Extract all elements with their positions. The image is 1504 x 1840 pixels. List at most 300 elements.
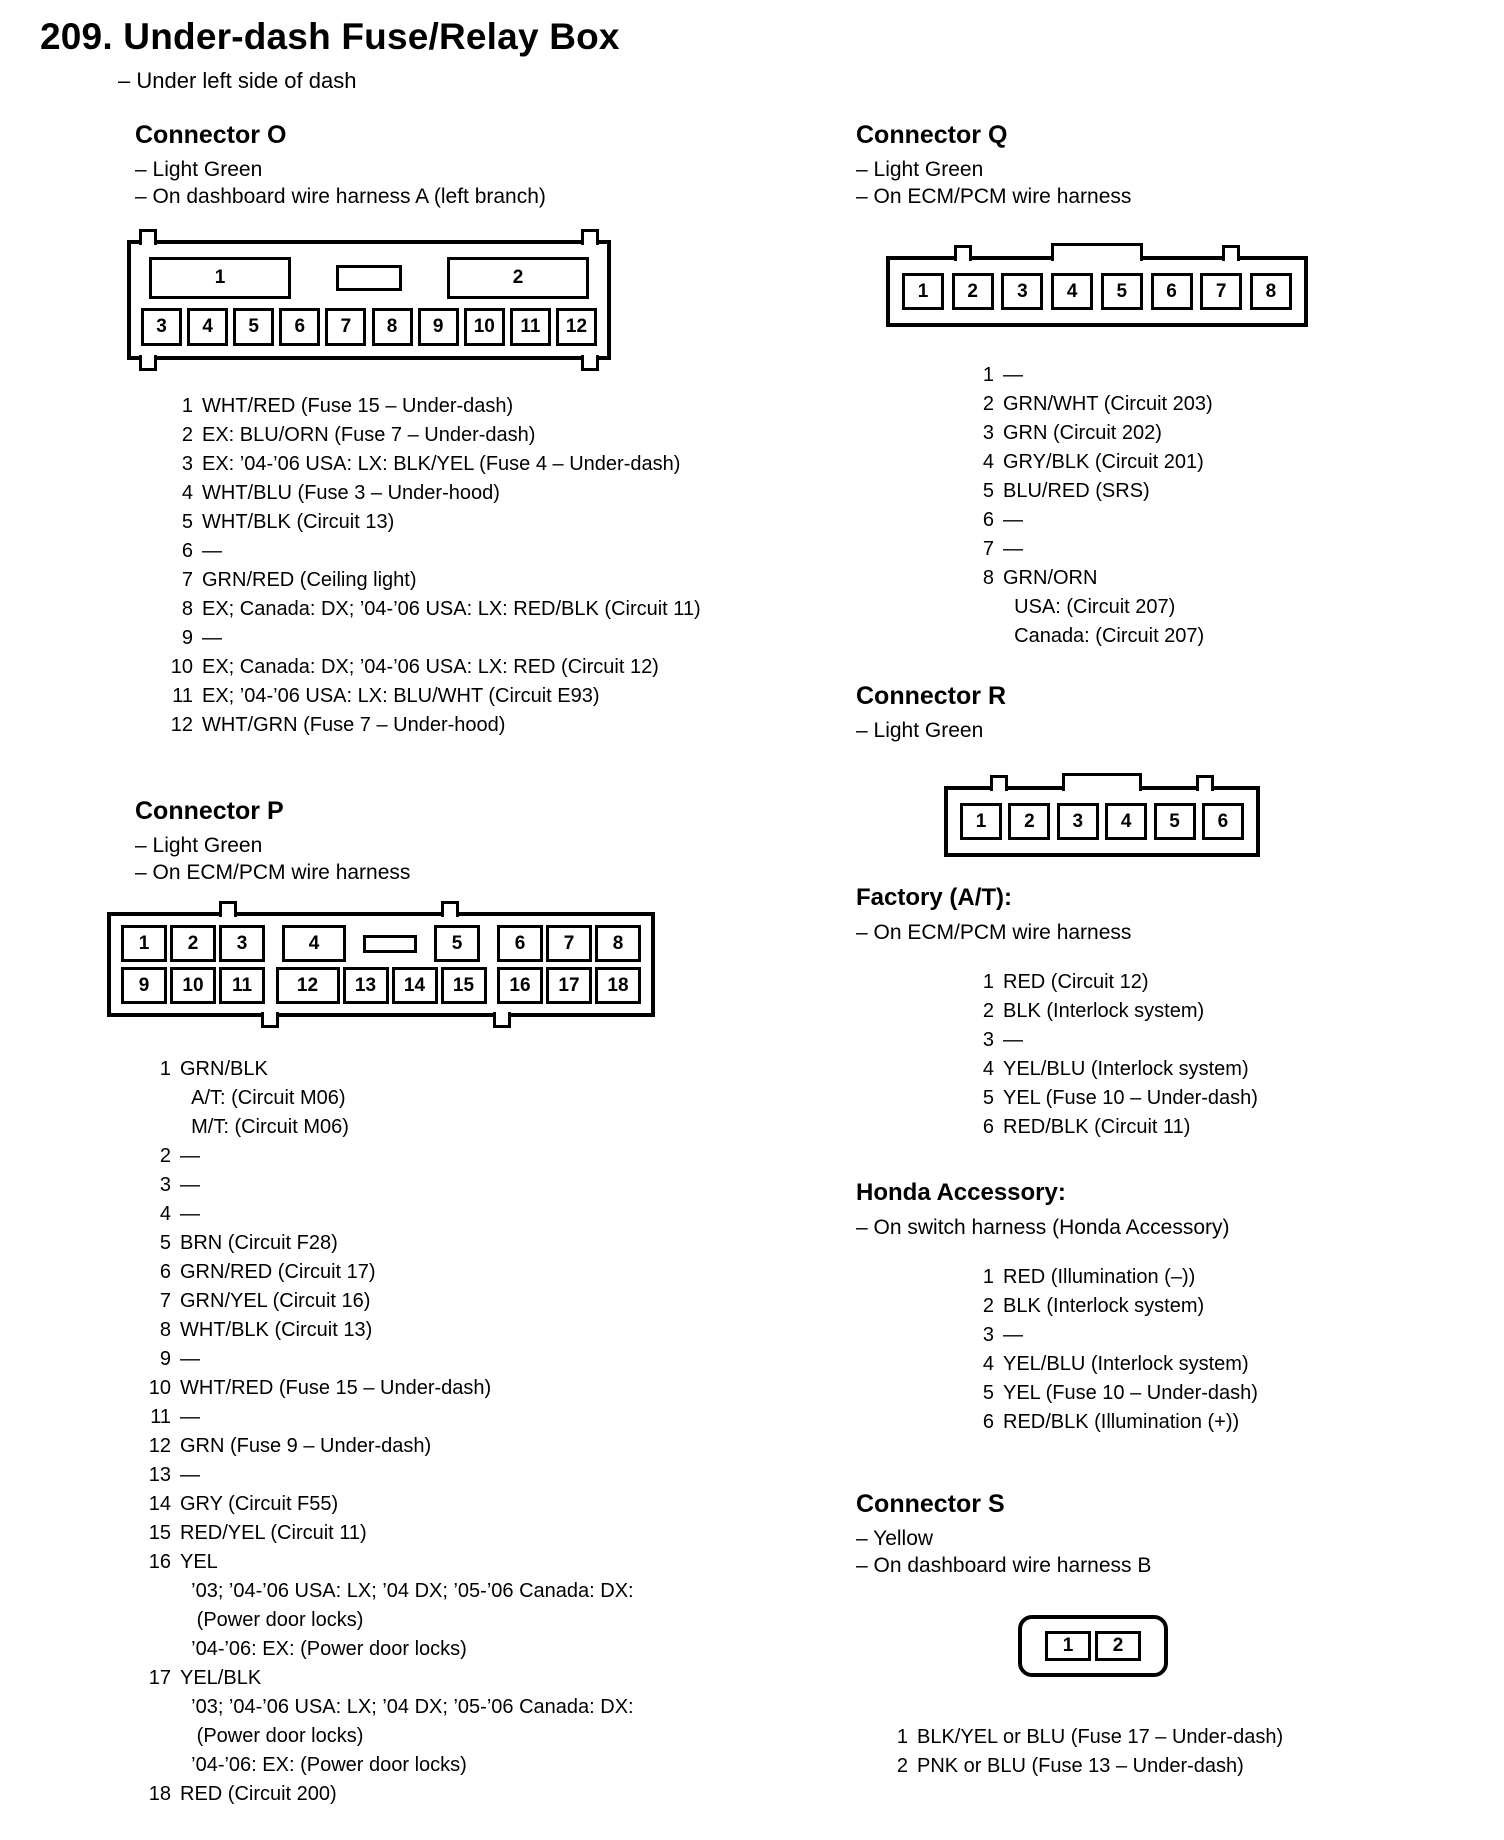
pin-row: [964, 1321, 1466, 1350]
pin-number: 4: [181, 482, 193, 504]
pin-text: ’03; ’04-’06 USA: LX; ’04 DX; ’05-’06 Canada: DX:: [180, 1580, 634, 1602]
connector-q-note-harness: – On ECM/PCM wire harness: [856, 185, 1132, 208]
pin-row: [141, 1635, 805, 1664]
pin-number: 8: [181, 598, 193, 620]
pin-text: —: [180, 1145, 200, 1167]
pin-row: [964, 564, 1466, 593]
pin-cavity: 5: [434, 925, 480, 962]
pin-text: RED/BLK (Circuit 11): [1003, 1116, 1191, 1138]
connector-tab: [990, 775, 1008, 791]
pin-cavity: 14: [392, 967, 438, 1004]
pin-cavity: 7: [325, 308, 366, 346]
connector-p-note-color: – Light Green: [135, 834, 263, 857]
pin-text: YEL (Fuse 10 – Under-dash): [1003, 1087, 1258, 1109]
pin-number: 4: [159, 1203, 171, 1225]
pin-number: 14: [148, 1493, 171, 1515]
pin-row: [964, 361, 1466, 390]
pin-number: 18: [148, 1783, 171, 1805]
pin-row: [163, 450, 805, 479]
pin-number: 10: [170, 656, 193, 678]
pin-number: 5: [181, 511, 193, 533]
pin-text: BLK/YEL or BLU (Fuse 17 – Under-dash): [917, 1726, 1284, 1748]
connector-q-heading: Connector Q: [856, 121, 1008, 149]
pin-text: YEL/BLU (Interlock system): [1003, 1058, 1249, 1080]
pin-text: —: [1003, 1029, 1023, 1051]
pin-row: [964, 1026, 1466, 1055]
pin-text: —: [1003, 538, 1023, 560]
connector-s-note-harness: – On dashboard wire harness B: [856, 1554, 1152, 1577]
pin-row: [163, 392, 805, 421]
page-subtitle: – Under left side of dash: [118, 68, 357, 93]
pin-text: EX; ’04-’06 USA: LX: BLU/WHT (Circuit E93): [202, 685, 600, 707]
pin-number: [141, 1693, 171, 1722]
pin-text: EX: ’04-’06 USA: LX: BLK/YEL (Fuse 4 – Under-dash): [202, 453, 681, 475]
pin-text: RED/BLK (Illumination (+)): [1003, 1411, 1240, 1433]
pin-number: 3: [982, 1029, 994, 1051]
pin-number: 3: [982, 422, 994, 444]
pin-row: [141, 1780, 805, 1809]
pin-row: [878, 1723, 1466, 1752]
pin-row: [141, 1142, 805, 1171]
pin-text: WHT/GRN (Fuse 7 – Under-hood): [202, 714, 506, 736]
pin-row: [964, 448, 1466, 477]
pin-row: [964, 968, 1466, 997]
pin-row: [141, 1316, 805, 1345]
connector-p-pin-list: [141, 1055, 805, 1809]
pin-number: 12: [170, 714, 193, 736]
pin-text: —: [180, 1203, 200, 1225]
pin-number: 16: [148, 1551, 171, 1573]
pin-cavity: 11: [510, 308, 551, 346]
pin-number: [964, 593, 994, 622]
pin-text: GRN/ORN: [1003, 567, 1098, 589]
pin-text: GRN/RED (Ceiling light): [202, 569, 417, 591]
pin-cavity: 5: [1154, 803, 1196, 840]
pin-cavity: 3: [219, 925, 265, 962]
pin-number: 12: [148, 1435, 171, 1457]
connector-latch: [336, 265, 402, 291]
pin-text: GRN/WHT (Circuit 203): [1003, 393, 1213, 415]
pin-row: [964, 1263, 1466, 1292]
pin-cavity: 5: [1101, 273, 1143, 310]
pin-cavity: 9: [121, 967, 167, 1004]
pin-text: A/T: (Circuit M06): [180, 1087, 346, 1109]
pin-row: [964, 419, 1466, 448]
cavity-group: [276, 967, 487, 1004]
pin-text: WHT/RED (Fuse 15 – Under-dash): [180, 1377, 492, 1399]
connector-tab: [139, 355, 157, 371]
cavity-group: [121, 925, 265, 962]
pin-row: [964, 1055, 1466, 1084]
honda-accessory-note: – On switch harness (Honda Accessory): [856, 1216, 1230, 1239]
pin-row: [141, 1548, 805, 1577]
pin-row: [163, 711, 805, 740]
pin-number: 1: [896, 1726, 908, 1748]
pin-row: [141, 1113, 805, 1142]
pin-number: 6: [982, 1116, 994, 1138]
cavity-row: [1045, 1631, 1141, 1661]
pin-row: [964, 1113, 1466, 1142]
pin-cavity: 4: [1105, 803, 1147, 840]
connector-s-diagram: [1018, 1615, 1168, 1677]
pin-number: 11: [172, 685, 193, 707]
pin-text: GRY (Circuit F55): [180, 1493, 339, 1515]
pin-text: YEL (Fuse 10 – Under-dash): [1003, 1382, 1258, 1404]
pin-cavity: 17: [546, 967, 592, 1004]
pin-cavity: 3: [141, 308, 182, 346]
pin-cavity: 9: [418, 308, 459, 346]
pin-text: BLU/RED (SRS): [1003, 480, 1150, 502]
connector-o-heading: Connector O: [135, 121, 287, 149]
connector-tab: [954, 245, 972, 261]
pin-row: [141, 1461, 805, 1490]
pin-cavity: 1: [149, 257, 291, 299]
pin-row: [141, 1606, 805, 1635]
connector-s-heading: Connector S: [856, 1490, 1005, 1518]
pin-text: YEL: [180, 1551, 218, 1573]
pin-row: [163, 421, 805, 450]
pin-number: 4: [982, 451, 994, 473]
pin-row: [141, 1229, 805, 1258]
pin-text: USA: (Circuit 207): [1003, 596, 1176, 618]
connector-q-note-color: – Light Green: [856, 158, 984, 181]
connector-r-note-color: – Light Green: [856, 719, 984, 742]
pin-row: [163, 537, 805, 566]
connector-o-pin-list: [163, 392, 805, 740]
cavity-group: [343, 967, 487, 1004]
pin-cavity: 12: [276, 967, 340, 1004]
pin-text: WHT/BLK (Circuit 13): [202, 511, 395, 533]
pin-text: RED (Circuit 12): [1003, 971, 1149, 993]
pin-number: [141, 1113, 171, 1142]
pin-text: (Power door locks): [180, 1725, 364, 1747]
honda-accessory-pin-list: [964, 1263, 1466, 1437]
connector-tab: [261, 1012, 279, 1028]
cavity-row: [960, 803, 1244, 840]
pin-number: 7: [982, 538, 994, 560]
pin-row: [141, 1258, 805, 1287]
pin-text: WHT/RED (Fuse 15 – Under-dash): [202, 395, 514, 417]
pin-number: 8: [982, 567, 994, 589]
pin-number: 1: [181, 395, 193, 417]
pin-text: M/T: (Circuit M06): [180, 1116, 349, 1138]
factory-heading: Factory (A/T):: [856, 884, 1012, 911]
pin-row: [964, 593, 1466, 622]
pin-row: [964, 506, 1466, 535]
pin-number: 11: [150, 1406, 171, 1428]
pin-number: 3: [181, 453, 193, 475]
pin-text: EX: BLU/ORN (Fuse 7 – Under-dash): [202, 424, 536, 446]
connector-tab: [1062, 773, 1142, 791]
pin-cavity: 1: [1045, 1631, 1091, 1661]
pin-row: [141, 1084, 805, 1113]
pin-number: 3: [159, 1174, 171, 1196]
pin-text: —: [180, 1406, 200, 1428]
pin-cavity: 4: [187, 308, 228, 346]
pin-number: 5: [159, 1232, 171, 1254]
connector-tab: [581, 355, 599, 371]
pin-row: [964, 1084, 1466, 1113]
pin-number: 1: [982, 364, 994, 386]
connector-r-diagram: [944, 786, 1260, 857]
pin-row: [878, 1752, 1466, 1781]
factory-note: – On ECM/PCM wire harness: [856, 921, 1132, 944]
pin-cavity: 3: [1057, 803, 1099, 840]
connector-tab: [1051, 243, 1143, 261]
pin-number: 15: [148, 1522, 171, 1544]
pin-number: 5: [982, 480, 994, 502]
pin-row: [964, 390, 1466, 419]
pin-text: GRN (Circuit 202): [1003, 422, 1162, 444]
pin-row: [964, 1408, 1466, 1437]
pin-number: [141, 1577, 171, 1606]
pin-text: GRY/BLK (Circuit 201): [1003, 451, 1204, 473]
pin-number: 1: [982, 1266, 994, 1288]
pin-row: [141, 1722, 805, 1751]
connector-tab: [441, 901, 459, 917]
connector-q-pin-list: [964, 361, 1466, 651]
pin-text: —: [1003, 364, 1023, 386]
cavity-row-top: [121, 925, 641, 962]
pin-row: [141, 1345, 805, 1374]
pin-number: 5: [982, 1087, 994, 1109]
page-header: [40, 16, 620, 94]
pin-cavity: 6: [279, 308, 320, 346]
pin-row: [964, 622, 1466, 651]
pin-text: YEL/BLK: [180, 1667, 262, 1689]
pin-row: [163, 682, 805, 711]
pin-text: EX; Canada: DX; ’04-’06 USA: LX: RED (Circuit 12): [202, 656, 659, 678]
pin-number: 5: [982, 1382, 994, 1404]
pin-text: RED (Illumination (–)): [1003, 1266, 1196, 1288]
pin-cavity: 1: [960, 803, 1002, 840]
pin-number: 2: [159, 1145, 171, 1167]
pin-text: —: [180, 1464, 200, 1486]
pin-row: [141, 1432, 805, 1461]
pin-cavity: 13: [343, 967, 389, 1004]
pin-number: [141, 1635, 171, 1664]
pin-text: —: [180, 1348, 200, 1370]
pin-number: 9: [181, 627, 193, 649]
pin-cavity: 1: [902, 273, 944, 310]
pin-text: —: [202, 627, 222, 649]
connector-tab: [581, 229, 599, 245]
connector-tab: [1196, 775, 1214, 791]
connector-p-heading: Connector P: [135, 797, 284, 825]
pin-row: [964, 997, 1466, 1026]
pin-cavity: 6: [497, 925, 543, 962]
pin-cavity: 2: [952, 273, 994, 310]
connector-tab: [1222, 245, 1240, 261]
pin-number: 6: [982, 509, 994, 531]
pin-cavity: 6: [1151, 273, 1193, 310]
connector-q-diagram: [886, 256, 1308, 327]
pin-cavity: 2: [1008, 803, 1050, 840]
pin-number: 2: [982, 393, 994, 415]
pin-row: [141, 1055, 805, 1084]
connector-latch: [363, 935, 417, 953]
pin-row: [141, 1664, 805, 1693]
pin-text: GRN/YEL (Circuit 16): [180, 1290, 371, 1312]
pin-row: [141, 1490, 805, 1519]
cavity-row-bottom: [121, 967, 641, 1004]
pin-row: [163, 479, 805, 508]
pin-cavity: 18: [595, 967, 641, 1004]
pin-text: GRN/BLK: [180, 1058, 268, 1080]
pin-text: —: [1003, 509, 1023, 531]
page-title: 209. Under-dash Fuse/Relay Box: [40, 16, 620, 57]
connector-s-note-color: – Yellow: [856, 1527, 934, 1550]
pin-number: [141, 1606, 171, 1635]
pin-row: [141, 1577, 805, 1606]
pin-text: RED/YEL (Circuit 11): [180, 1522, 367, 1544]
connector-r-heading: Connector R: [856, 682, 1006, 710]
pin-cavity: 8: [372, 308, 413, 346]
pin-text: EX; Canada: DX; ’04-’06 USA: LX: RED/BLK (Circuit 11): [202, 598, 701, 620]
pin-text: —: [1003, 1324, 1023, 1346]
connector-r-section: [856, 681, 1466, 1437]
pin-cavity: 4: [1051, 273, 1093, 310]
pin-number: 8: [159, 1319, 171, 1341]
pin-number: 1: [159, 1058, 171, 1080]
pin-text: BLK (Interlock system): [1003, 1295, 1205, 1317]
pin-cavity: 10: [170, 967, 216, 1004]
pin-row: [141, 1751, 805, 1780]
pin-row: [964, 477, 1466, 506]
pin-number: 9: [159, 1348, 171, 1370]
connector-o-note-harness: – On dashboard wire harness A (left branch): [135, 185, 546, 208]
pin-cavity: 4: [282, 925, 346, 962]
pin-number: 4: [982, 1058, 994, 1080]
pin-number: 7: [159, 1290, 171, 1312]
connector-o-note-color: – Light Green: [135, 158, 263, 181]
pin-row: [964, 1350, 1466, 1379]
pin-number: [141, 1722, 171, 1751]
pin-row: [141, 1287, 805, 1316]
pin-cavity: 2: [1095, 1631, 1141, 1661]
pin-cavity: 3: [1001, 273, 1043, 310]
pin-row: [163, 595, 805, 624]
pin-row: [964, 1379, 1466, 1408]
pin-cavity: 7: [546, 925, 592, 962]
pin-number: 7: [181, 569, 193, 591]
pin-cavity: 5: [233, 308, 274, 346]
pin-cavity: 8: [1250, 273, 1292, 310]
pin-row: [141, 1403, 805, 1432]
connector-tab: [139, 229, 157, 245]
pin-text: YEL/BLU (Interlock system): [1003, 1353, 1249, 1375]
pin-text: WHT/BLU (Fuse 3 – Under-hood): [202, 482, 500, 504]
right-column: [856, 120, 1466, 1781]
pin-text: WHT/BLK (Circuit 13): [180, 1319, 373, 1341]
pin-number: 6: [982, 1411, 994, 1433]
pin-number: 3: [982, 1324, 994, 1346]
connector-o-section: [115, 120, 805, 740]
honda-accessory-heading: Honda Accessory:: [856, 1179, 1066, 1206]
pin-number: 2: [982, 1295, 994, 1317]
pin-cavity: 2: [447, 257, 589, 299]
connector-s-pin-list: [878, 1723, 1466, 1781]
pin-number: 1: [982, 971, 994, 993]
connector-tab: [219, 901, 237, 917]
pin-text: ’04-’06: EX: (Power door locks): [180, 1754, 467, 1776]
pin-cavity: 16: [497, 967, 543, 1004]
cavity-group: [497, 967, 641, 1004]
pin-row: [141, 1519, 805, 1548]
pin-row: [141, 1171, 805, 1200]
pin-row: [141, 1693, 805, 1722]
cavity-group: [121, 967, 265, 1004]
cavity-group: [497, 925, 641, 962]
pin-number: 17: [148, 1667, 171, 1689]
pin-number: [141, 1084, 171, 1113]
pin-number: [964, 622, 994, 651]
connector-tab: [493, 1012, 511, 1028]
pin-text: BRN (Circuit F28): [180, 1232, 338, 1254]
cavity-row: [902, 273, 1292, 310]
pin-cavity: 7: [1200, 273, 1242, 310]
pin-text: RED (Circuit 200): [180, 1783, 337, 1805]
pin-number: 2: [982, 1000, 994, 1022]
pin-number: 10: [148, 1377, 171, 1399]
pin-text: ’04-’06: EX: (Power door locks): [180, 1638, 467, 1660]
pin-number: [141, 1751, 171, 1780]
pin-number: 13: [148, 1464, 171, 1486]
pin-text: PNK or BLU (Fuse 13 – Under-dash): [917, 1755, 1244, 1777]
connector-o-diagram: [127, 240, 611, 360]
pin-text: GRN (Fuse 9 – Under-dash): [180, 1435, 432, 1457]
pin-row: [163, 653, 805, 682]
pin-number: 4: [982, 1353, 994, 1375]
pin-row: [141, 1374, 805, 1403]
pin-cavity: 15: [441, 967, 487, 1004]
connector-p-section: [115, 796, 805, 1809]
pin-number: 2: [181, 424, 193, 446]
connector-q-section: [856, 120, 1466, 651]
cavity-row-bottom: [141, 308, 597, 346]
pin-row: [163, 566, 805, 595]
pin-text: GRN/RED (Circuit 17): [180, 1261, 376, 1283]
pin-text: Canada: (Circuit 207): [1003, 625, 1205, 647]
left-column: [115, 120, 805, 1809]
pin-text: (Power door locks): [180, 1609, 364, 1631]
pin-number: 6: [181, 540, 193, 562]
pin-text: —: [202, 540, 222, 562]
pin-cavity: 1: [121, 925, 167, 962]
pin-row: [964, 1292, 1466, 1321]
pin-text: —: [180, 1174, 200, 1196]
pin-row: [964, 535, 1466, 564]
pin-text: ’03; ’04-’06 USA: LX; ’04 DX; ’05-’06 Canada: DX:: [180, 1696, 634, 1718]
pin-row: [163, 624, 805, 653]
pin-cavity: 2: [170, 925, 216, 962]
connector-p-diagram: [107, 912, 655, 1017]
pin-cavity: 10: [464, 308, 505, 346]
pin-cavity: 6: [1202, 803, 1244, 840]
pin-cavity: 8: [595, 925, 641, 962]
pin-text: BLK (Interlock system): [1003, 1000, 1205, 1022]
factory-pin-list: [964, 968, 1466, 1142]
pin-row: [163, 508, 805, 537]
pin-number: 6: [159, 1261, 171, 1283]
pin-cavity: 12: [556, 308, 597, 346]
pin-cavity: 11: [219, 967, 265, 1004]
connector-p-note-harness: – On ECM/PCM wire harness: [135, 861, 411, 884]
cavity-row-top: [141, 254, 597, 302]
pin-number: 2: [896, 1755, 908, 1777]
pin-row: [141, 1200, 805, 1229]
connector-s-section: [856, 1489, 1466, 1781]
